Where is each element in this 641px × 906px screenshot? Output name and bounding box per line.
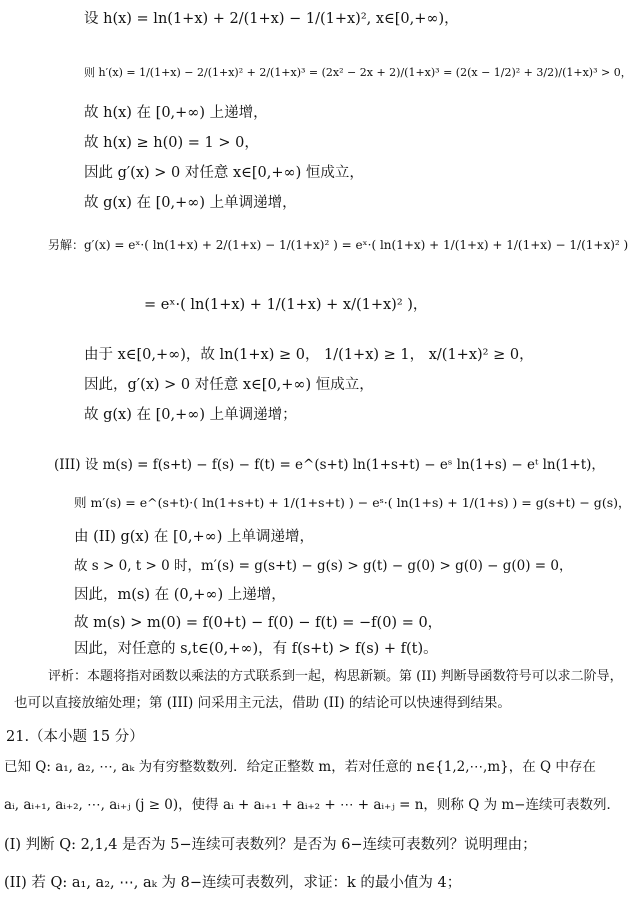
line-6: 故 g(x) 在 [0,+∞) 上单调递增， bbox=[84, 195, 297, 211]
line-15: 故 s > 0, t > 0 时，m′(s) = g(s+t) − g(s) > g(t) − g(0) > g(0) − g(0) = 0， bbox=[74, 558, 573, 574]
line-10: 因此，g′(x) > 0 对任意 x∈[0,+∞) 恒成立， bbox=[84, 377, 374, 393]
line-14: 由 (II) g(x) 在 [0,+∞) 上单调递增， bbox=[74, 529, 314, 545]
line-4: 故 h(x) ≥ h(0) = 1 > 0， bbox=[84, 135, 259, 151]
line-17: 故 m(s) > m(0) = f(0+t) − f(0) − f(t) = −f(0) = 0， bbox=[74, 615, 443, 631]
line-3: 故 h(x) 在 [0,+∞) 上递增， bbox=[84, 105, 268, 121]
line-22: 已知 Q: a₁, a₂, ⋯, aₖ 为有穷整数数列．给定正整数 m，若对任意的 n∈{1,2,⋯,m}，在 Q 中存在 bbox=[4, 759, 596, 775]
line-25: (II) 若 Q: a₁, a₂, ⋯, aₖ 为 8−连续可表数列，求证：k 的最小值为 4； bbox=[4, 875, 462, 891]
line-2: 则 h′(x) = 1/(1+x) − 2/(1+x)² + 2/(1+x)³ = (2x² − 2x + 2)/(1+x)³ = (2(x − 1/2)² + 3/2)/(1+x)³ > 0， bbox=[84, 66, 632, 79]
line-8: = eˣ·( ln(1+x) + 1/(1+x) + x/(1+x)² )， bbox=[144, 297, 428, 313]
line-18: 因此，对任意的 s,t∈(0,+∞)，有 f(s+t) > f(s) + f(t)。 bbox=[74, 641, 438, 657]
line-9: 由于 x∈[0,+∞)，故 ln(1+x) ≥ 0， 1/(1+x) ≥ 1， x/(1+x)² ≥ 0， bbox=[84, 347, 534, 363]
line-21: 21.（本小题 15 分） bbox=[6, 729, 144, 745]
line-23: aᵢ, aᵢ₊₁, aᵢ₊₂, ⋯, aᵢ₊ⱼ (j ≥ 0)，使得 aᵢ + aᵢ₊₁ + aᵢ₊₂ + ⋯ + aᵢ₊ⱼ = n，则称 Q 为 m−连续可表数列． bbox=[4, 797, 620, 813]
line-5: 因此 g′(x) > 0 对任意 x∈[0,+∞) 恒成立， bbox=[84, 165, 364, 181]
line-12: (III) 设 m(s) = f(s+t) − f(s) − f(t) = e^(s+t) ln(1+s+t) − eˢ ln(1+s) − eᵗ ln(1+t)， bbox=[54, 457, 605, 473]
line-16: 因此，m(s) 在 (0,+∞) 上递增， bbox=[74, 587, 286, 603]
line-13: 则 m′(s) = e^(s+t)·( ln(1+s+t) + 1/(1+s+t) ) − eˢ·( ln(1+s) + 1/(1+s) ) = g(s+t) − g(s)， bbox=[74, 495, 631, 510]
line-7: 另解：g′(x) = eˣ·( ln(1+x) + 2/(1+x) − 1/(1+x)² ) = eˣ·( ln(1+x) + 1/(1+x) + 1/(1+x) − 1/(1+x)² ) bbox=[48, 238, 629, 252]
line-19: 评析：本题将指对函数以乘法的方式联系到一起，构思新颖。第 (II) 判断导函数符号可以求二阶导， bbox=[48, 669, 623, 684]
line-20: 也可以直接放缩处理；第 (III) 问采用主元法，借助 (II) 的结论可以快速得到结果。 bbox=[14, 695, 511, 711]
line-1: 设 h(x) = ln(1+x) + 2/(1+x) − 1/(1+x)², x∈[0,+∞)， bbox=[84, 11, 459, 27]
line-24: (I) 判断 Q: 2,1,4 是否为 5−连续可表数列？是否为 6−连续可表数列？说明理由； bbox=[4, 837, 537, 853]
line-11: 故 g(x) 在 [0,+∞) 上单调递增； bbox=[84, 407, 297, 423]
